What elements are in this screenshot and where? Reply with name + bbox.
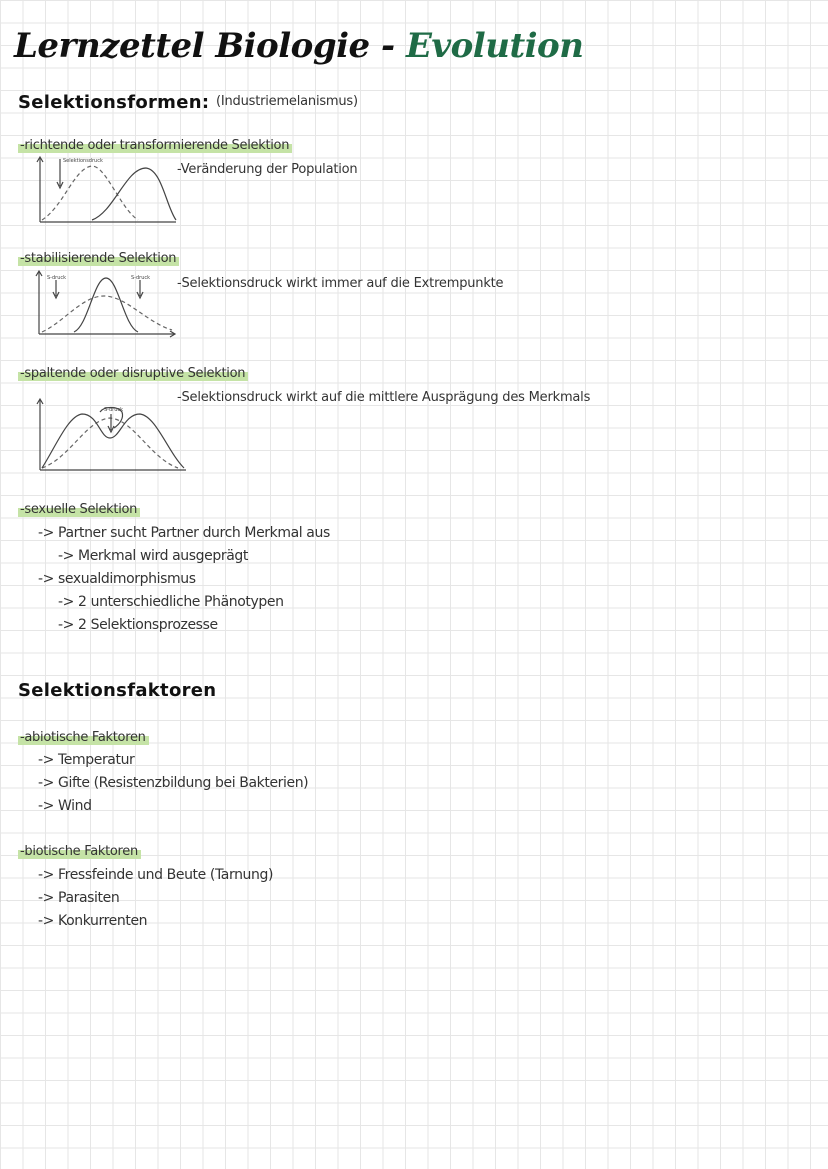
graph-curve-before [42,418,178,468]
sexuelle-line-5: -> 2 Selektionsprozesse [58,617,218,633]
graph-pressure-label-left: S-druck [47,275,67,281]
selektionsformen-note: (Industriemelanismus) [216,94,358,109]
selektionsformen-heading: Selektionsformen: [18,92,210,113]
graph-pressure-label-right: S-druck [131,275,151,281]
abiotische-faktoren-label: -abiotische Faktoren [18,730,149,745]
sexuelle-selektion-label: -sexuelle Selektion [18,502,140,517]
page-title [14,26,583,66]
abiotisch-line-3: -> Wind [38,798,92,814]
graph-pressure-label: Selektionsdruck [63,158,103,164]
stabilisierende-selektion-desc: -Selektionsdruck wirkt immer auf die Extrempunkte [177,276,504,291]
stabilisierende-selektion-graph [34,270,179,342]
biotisch-line-2: -> Parasiten [38,890,120,906]
biotisch-line-1: -> Fressfeinde und Beute (Tarnung) [38,867,274,883]
sexuelle-line-3: -> sexualdimorphismus [38,571,196,587]
sexuelle-line-1: -> Partner sucht Partner durch Merkmal aus [38,525,330,541]
richtende-selektion-desc: -Veränderung der Population [177,162,358,177]
disruptive-selektion-label: -spaltende oder disruptive Selektion [18,366,248,381]
abiotisch-line-2: -> Gifte (Resistenzbildung bei Bakterien) [38,775,309,791]
biotisch-line-3: -> Konkurrenten [38,913,148,929]
abiotisch-line-1: -> Temperatur [38,752,135,768]
sexuelle-line-4: -> 2 unterschiedliche Phänotypen [58,594,284,610]
graph-pressure-label: S-druck [104,407,124,413]
title-main: Lernzettel Biologie - [14,26,395,66]
disruptive-selektion-graph [34,396,189,476]
graph-curve-before [42,166,138,220]
selektionsfaktoren-heading: Selektionsfaktoren [18,680,217,701]
stabilisierende-selektion-label: -stabilisierende Selektion [18,251,179,266]
disruptive-selektion-desc: -Selektionsdruck wirkt auf die mittlere Ausprägung des Merkmals [177,390,591,405]
graph-curve-before [42,296,172,332]
sexuelle-line-2: -> Merkmal wird ausgeprägt [58,548,248,564]
title-accent: Evolution [405,26,584,66]
richtende-selektion-label: -richtende oder transformierende Selektion [18,138,292,153]
richtende-selektion-graph [34,156,179,228]
biotische-faktoren-label: -biotische Faktoren [18,844,141,859]
